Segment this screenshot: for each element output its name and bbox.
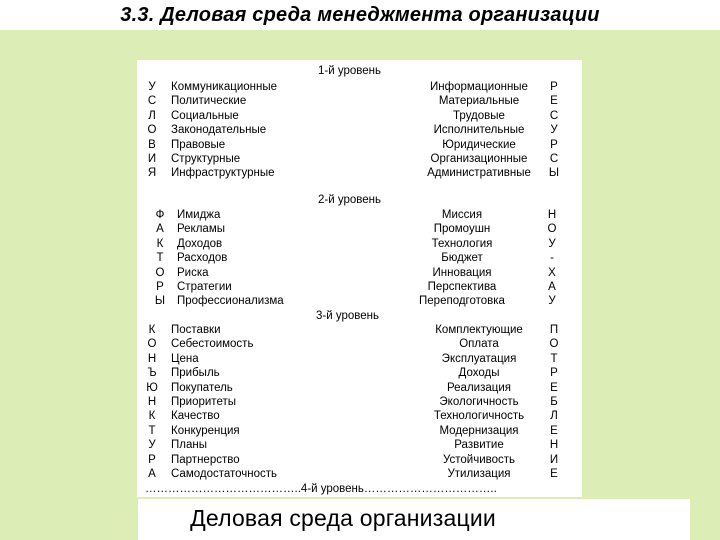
letter: С	[549, 152, 559, 165]
list-item: Исполнительные	[433, 124, 525, 137]
list-item: Технология	[431, 237, 493, 250]
letter: К	[148, 410, 156, 423]
list-item: Материальные	[438, 95, 520, 108]
letter: Н	[147, 395, 157, 408]
letter: О	[147, 124, 157, 137]
letter: Н	[547, 209, 557, 221]
list-item: Трудовые	[453, 109, 505, 122]
letter: А	[548, 280, 556, 293]
letter: У	[548, 237, 556, 250]
list-item: Информационные	[430, 81, 528, 93]
letter: А	[156, 223, 164, 236]
letter: С	[549, 109, 559, 122]
list-item: Планы	[171, 439, 207, 452]
block3-left-letters	[146, 323, 158, 481]
block1-right-items	[420, 80, 538, 181]
left-green-margin	[0, 30, 137, 540]
letter: У	[550, 124, 558, 137]
list-item: Инновация	[432, 266, 492, 279]
list-item: Промоушн	[433, 223, 491, 236]
list-item: Реализация	[447, 381, 511, 394]
letter: У	[548, 295, 556, 308]
letter: И	[549, 453, 559, 466]
list-item: Доходы	[458, 367, 500, 380]
letter: К	[148, 324, 156, 336]
list-item: Комплектующие	[435, 324, 523, 336]
list-item: Организационные	[430, 152, 528, 165]
list-item: Профессионализма	[177, 295, 284, 308]
letter: Р	[550, 81, 558, 93]
list-item: Самодостаточность	[171, 467, 278, 480]
list-item: Качество	[171, 410, 220, 423]
letter: У	[148, 81, 156, 93]
list-item: Риска	[177, 266, 209, 279]
letter: -	[550, 252, 554, 265]
letter: Р	[550, 138, 558, 151]
list-item: Миссия	[441, 209, 483, 221]
list-item: Правовые	[171, 138, 226, 151]
list-item: Законодательные	[171, 124, 267, 137]
list-item: Рекламы	[177, 223, 225, 236]
list-item: Политические	[171, 95, 247, 108]
letter: Н	[147, 352, 157, 365]
list-item: Расходов	[177, 252, 228, 265]
letter: У	[148, 439, 156, 452]
block2-left-letters	[154, 208, 166, 309]
right-green-margin	[582, 30, 720, 540]
letter: Л	[550, 410, 558, 423]
letter: О	[547, 223, 557, 236]
letter: Х	[548, 266, 556, 279]
letter: Ы	[548, 167, 560, 180]
list-item: Юридические	[442, 138, 516, 151]
letter: П	[549, 324, 559, 336]
letter: Р	[550, 367, 558, 380]
letter: Е	[550, 424, 558, 437]
list-item: Имиджа	[177, 209, 221, 221]
list-item: Коммуникационные	[171, 81, 278, 93]
list-item: Устойчивость	[442, 453, 516, 466]
list-item: Оплата	[459, 338, 499, 351]
letter: С	[147, 95, 157, 108]
letter: Т	[550, 352, 558, 365]
list-item: Партнерство	[171, 453, 240, 466]
level-3-label: 3-й уровень	[316, 310, 379, 322]
level-4-label: 4-й уровень	[300, 483, 364, 495]
letter: А	[148, 467, 156, 480]
footer-title: Деловая среда организации	[190, 505, 496, 531]
letter: Ю	[146, 381, 158, 394]
letter: Б	[550, 395, 558, 408]
level-4-label-line	[145, 483, 545, 495]
list-item: Структурные	[171, 152, 241, 165]
block1-right-letters	[548, 80, 560, 181]
block2-right-letters	[546, 208, 558, 309]
page-title: 3.3. Деловая среда менеджмента организации	[120, 4, 600, 26]
letter: Е	[550, 381, 558, 394]
block1-left-items	[171, 80, 277, 181]
list-item: Технологичность	[433, 410, 525, 423]
block2-left-items	[177, 208, 284, 309]
letter: Ф	[155, 209, 165, 221]
block3-left-items	[171, 323, 277, 481]
list-item: Себестоимость	[171, 338, 254, 351]
list-item: Модернизация	[439, 424, 519, 437]
letter: Т	[148, 424, 156, 437]
list-item: Инфраструктурные	[171, 167, 275, 180]
block3-right-items	[418, 323, 540, 481]
list-item: Доходов	[177, 237, 223, 250]
level-2-label: 2-й уровень	[318, 194, 381, 206]
letter: Е	[550, 95, 558, 108]
list-item: Поставки	[171, 324, 221, 336]
block2-right-items	[414, 208, 510, 309]
letter: О	[155, 266, 165, 279]
list-item: Перспектива	[427, 280, 497, 293]
letter: Е	[550, 467, 558, 480]
block3-right-letters	[548, 323, 560, 481]
letter: Ы	[154, 295, 166, 308]
list-item: Цена	[171, 352, 199, 365]
letter: Л	[148, 109, 156, 122]
letter: Ъ	[147, 367, 157, 380]
list-item: Эксплуатация	[441, 352, 517, 365]
letter: И	[147, 152, 157, 165]
list-item: Развитие	[454, 439, 504, 452]
list-item: Приоритеты	[171, 395, 236, 408]
list-item: Экологичность	[439, 395, 519, 408]
letter: Р	[156, 280, 164, 293]
block1-left-letters	[146, 80, 158, 181]
level-4-leader-left: …………………………………..	[145, 483, 301, 495]
letter: В	[148, 138, 156, 151]
level-1-label: 1-й уровень	[318, 65, 381, 77]
list-item: Стратегии	[177, 280, 232, 293]
list-item: Социальные	[171, 109, 239, 122]
letter: Н	[549, 439, 559, 452]
list-item: Покупатель	[171, 381, 233, 394]
letter: Я	[147, 167, 157, 180]
letter: О	[147, 338, 157, 351]
letter: К	[156, 237, 164, 250]
letter: Р	[148, 453, 156, 466]
list-item: Утилизация	[447, 467, 511, 480]
list-item: Прибыль	[171, 367, 220, 380]
letter: Т	[156, 252, 164, 265]
level-4-leader-right: ……………………………..	[363, 483, 497, 495]
list-item: Бюджет	[441, 252, 483, 265]
list-item: Административные	[427, 167, 531, 180]
letter: О	[549, 338, 559, 351]
list-item: Переподготовка	[419, 295, 505, 308]
list-item: Конкуренция	[171, 424, 240, 437]
